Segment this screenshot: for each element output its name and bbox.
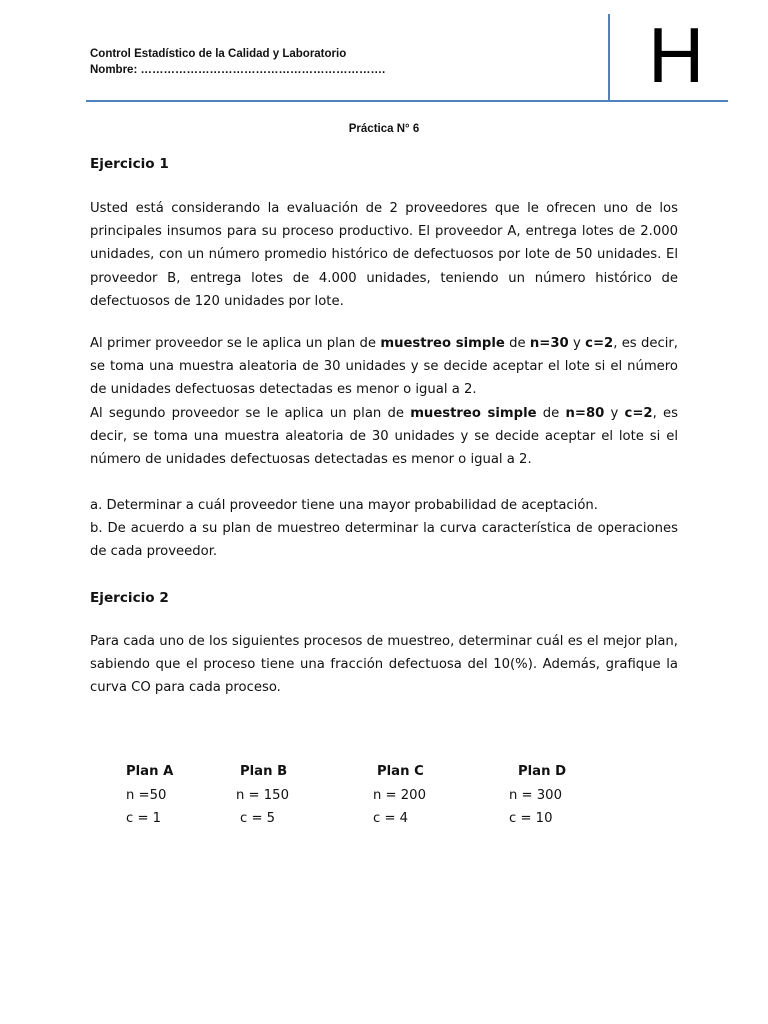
exercise-1-plans <box>90 332 678 471</box>
bold-run: n=30 <box>529 336 569 351</box>
exercise-1-paragraph-2 <box>90 332 678 402</box>
text-run: , es decir, se toma una muestra aleatoria de 30 unidades y se decide aceptar el lote si el número de unidades defectuosas detectadas es menor o igual a 2. <box>90 336 678 398</box>
bold-run: c=2 <box>624 405 653 421</box>
exercise-1-paragraph-3 <box>90 402 678 472</box>
plan-c: c = 1 <box>126 811 162 826</box>
text-run: y <box>604 405 625 421</box>
exercise-2-paragraph-1: Para cada uno de los siguientes procesos de muestreo, determinar cuál es el mejor plan, sabiendo que el proceso tiene una fracción defectuosa del 10(%). Además, grafique la curva CO para cada proceso. <box>90 634 678 696</box>
course-title: Control Estadístico de la Calidad y Laboratorio <box>90 48 347 60</box>
text-run: y <box>568 336 586 351</box>
bold-run: muestreo simple <box>410 405 537 421</box>
plan-column <box>236 760 289 831</box>
exercise-1-paragraph-1: Usted está considerando la evaluación de 2 proveedores que le ofrecen uno de los principales insumos para su proceso productivo. El proveedor A, entrega lotes de 2.000 unidades, con un número promedio histórico de defectuosos por lote de 50 unidades. El proveedor B, entrega lotes de 4.000 unidades, teniendo un número histórico de defectuosos de 120 unidades por lote. <box>90 201 678 309</box>
header-vertical-rule <box>608 14 610 101</box>
text-run: de <box>504 336 530 351</box>
text-run: Al primer proveedor se le aplica un plan de <box>90 336 381 351</box>
text-run: , es decir, se toma una muestra aleatoria de 30 unidades y se decide aceptar el lote si el número de unidades defectuosas detectadas es menor o igual a 2. <box>90 405 678 468</box>
plan-c: c = 5 <box>240 811 276 826</box>
plan-column <box>373 760 426 831</box>
exercise-2-body <box>90 630 678 700</box>
plan-name: Plan D <box>518 764 567 779</box>
plan-n: n =50 <box>126 787 167 803</box>
question-a: a. Determinar a cuál proveedor tiene una mayor probabilidad de aceptación. <box>90 498 598 513</box>
bold-run: n=80 <box>565 405 605 421</box>
exercise-2-heading: Ejercicio 2 <box>90 590 169 606</box>
student-name-line: Nombre: ………………………………………………………. <box>90 64 386 76</box>
document-header <box>90 46 590 78</box>
text-run: Al segundo proveedor se le aplica un plan de <box>90 405 411 421</box>
plan-c: c = 4 <box>373 811 409 826</box>
text-run: de <box>536 405 566 421</box>
plan-column <box>509 760 567 831</box>
plan-name: Plan C <box>377 764 424 779</box>
exercise-1-questions <box>90 494 678 564</box>
plan-name: Plan A <box>126 764 174 779</box>
header-logo-letter: H <box>648 11 705 99</box>
plan-n: n = 200 <box>373 787 426 803</box>
bold-run: c=2 <box>585 336 614 351</box>
question-b: b. De acuerdo a su plan de muestreo determinar la curva característica de operaciones de cada proveedor. <box>90 521 678 560</box>
plan-n: n = 150 <box>236 787 289 803</box>
plan-n: n = 300 <box>509 787 562 803</box>
header-horizontal-rule <box>86 100 728 102</box>
plan-c: c = 10 <box>509 811 553 826</box>
exercise-1-heading: Ejercicio 1 <box>90 156 169 172</box>
exercise-1-body <box>90 197 678 313</box>
plan-name: Plan B <box>240 764 288 779</box>
bold-run: muestreo simple <box>380 336 505 351</box>
plan-column <box>126 760 173 831</box>
practice-title: Práctica N° 6 <box>348 123 420 135</box>
